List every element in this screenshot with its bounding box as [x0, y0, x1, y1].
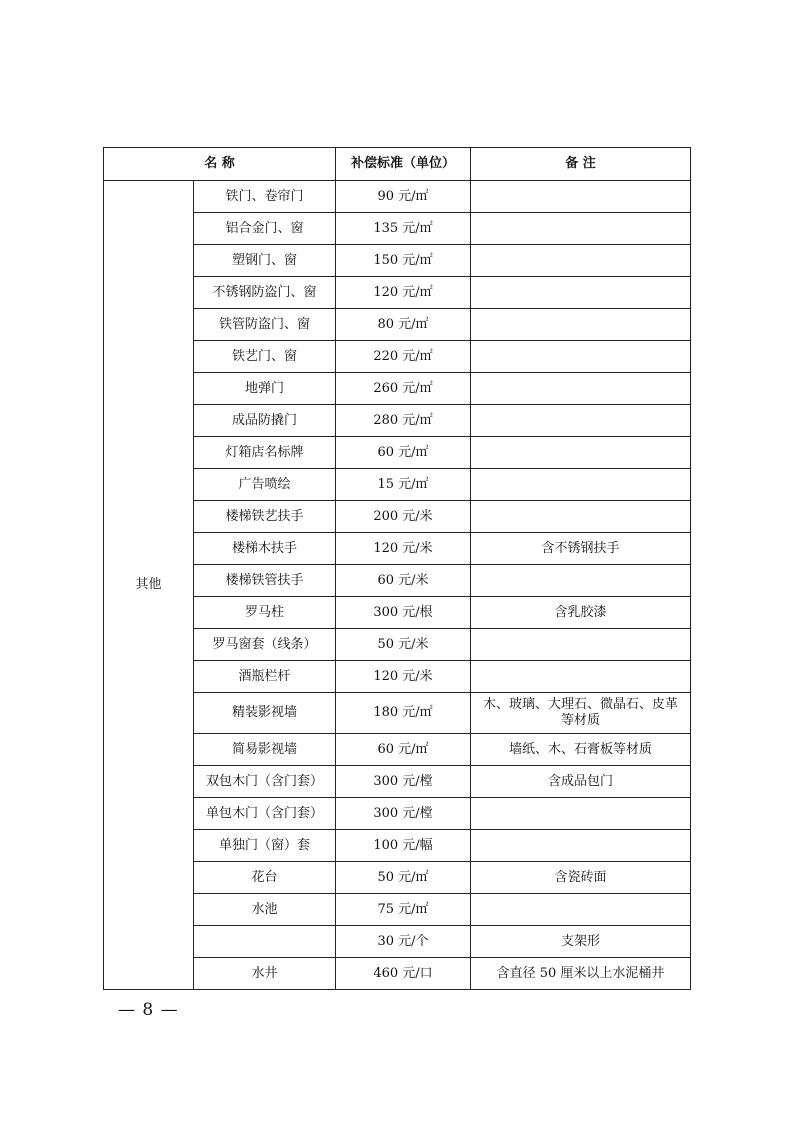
item-name: 铁门、卷帘门 — [194, 181, 336, 213]
item-standard: 15 元/㎡ — [336, 469, 471, 501]
item-remark — [471, 245, 691, 277]
item-name: 铁管防盗门、窗 — [194, 309, 336, 341]
item-name: 广告喷绘 — [194, 469, 336, 501]
item-remark — [471, 213, 691, 245]
item-remark — [471, 437, 691, 469]
item-name: 水池 — [194, 894, 336, 926]
item-name — [194, 926, 336, 958]
item-standard: 180 元/㎡ — [336, 693, 471, 734]
item-remark: 墙纸、木、石膏板等材质 — [471, 734, 691, 766]
item-standard: 30 元/个 — [336, 926, 471, 958]
item-name: 单独门（窗）套 — [194, 830, 336, 862]
item-standard: 80 元/㎡ — [336, 309, 471, 341]
table-header-row — [104, 148, 691, 181]
item-remark: 支架形 — [471, 926, 691, 958]
item-standard: 60 元/㎡ — [336, 437, 471, 469]
item-standard: 50 元/㎡ — [336, 862, 471, 894]
item-remark — [471, 341, 691, 373]
item-name: 双包木门（含门套） — [194, 766, 336, 798]
item-remark: 含不锈钢扶手 — [471, 533, 691, 565]
item-standard: 120 元/㎡ — [336, 277, 471, 309]
item-remark — [471, 798, 691, 830]
item-remark: 含直径 50 厘米以上水泥桶井 — [471, 958, 691, 990]
item-remark — [471, 565, 691, 597]
item-standard: 90 元/㎡ — [336, 181, 471, 213]
item-remark — [471, 501, 691, 533]
item-standard: 300 元/根 — [336, 597, 471, 629]
item-remark: 含瓷砖面 — [471, 862, 691, 894]
table-row — [104, 181, 691, 213]
item-name: 楼梯木扶手 — [194, 533, 336, 565]
item-standard: 260 元/㎡ — [336, 373, 471, 405]
item-remark: 含乳胶漆 — [471, 597, 691, 629]
item-remark — [471, 894, 691, 926]
item-standard: 460 元/口 — [336, 958, 471, 990]
item-name: 成品防撬门 — [194, 405, 336, 437]
header-remark: 备 注 — [471, 148, 691, 181]
item-name: 不锈钢防盗门、窗 — [194, 277, 336, 309]
item-name: 精装影视墙 — [194, 693, 336, 734]
item-standard: 120 元/米 — [336, 661, 471, 693]
item-remark — [471, 469, 691, 501]
item-name: 铁艺门、窗 — [194, 341, 336, 373]
item-standard: 135 元/㎡ — [336, 213, 471, 245]
item-name: 花台 — [194, 862, 336, 894]
item-remark — [471, 661, 691, 693]
item-standard: 300 元/樘 — [336, 766, 471, 798]
item-remark — [471, 309, 691, 341]
item-name: 地弹门 — [194, 373, 336, 405]
category-cell: 其他 — [104, 181, 194, 990]
item-name: 塑钢门、窗 — [194, 245, 336, 277]
header-standard: 补偿标准（单位） — [336, 148, 471, 181]
item-remark — [471, 405, 691, 437]
item-name: 水井 — [194, 958, 336, 990]
item-name: 楼梯铁管扶手 — [194, 565, 336, 597]
item-name: 灯箱店名标牌 — [194, 437, 336, 469]
item-standard: 60 元/米 — [336, 565, 471, 597]
item-remark — [471, 373, 691, 405]
item-standard: 60 元/㎡ — [336, 734, 471, 766]
item-name: 罗马窗套（线条） — [194, 629, 336, 661]
item-remark — [471, 830, 691, 862]
item-standard: 100 元/幅 — [336, 830, 471, 862]
item-standard: 50 元/米 — [336, 629, 471, 661]
table-body — [104, 181, 691, 990]
item-name: 铝合金门、窗 — [194, 213, 336, 245]
header-name: 名 称 — [104, 148, 336, 181]
item-standard: 150 元/㎡ — [336, 245, 471, 277]
item-standard: 220 元/㎡ — [336, 341, 471, 373]
item-standard: 120 元/米 — [336, 533, 471, 565]
item-name: 单包木门（含门套） — [194, 798, 336, 830]
page-number: — 8 — — [118, 1000, 179, 1020]
item-remark — [471, 277, 691, 309]
item-standard: 300 元/樘 — [336, 798, 471, 830]
item-remark: 含成品包门 — [471, 766, 691, 798]
item-remark — [471, 181, 691, 213]
item-standard: 200 元/米 — [336, 501, 471, 533]
item-name: 简易影视墙 — [194, 734, 336, 766]
compensation-table — [103, 147, 691, 990]
item-standard: 75 元/㎡ — [336, 894, 471, 926]
item-name: 酒瓶栏杆 — [194, 661, 336, 693]
item-name: 罗马柱 — [194, 597, 336, 629]
item-standard: 280 元/㎡ — [336, 405, 471, 437]
item-remark — [471, 629, 691, 661]
item-name: 楼梯铁艺扶手 — [194, 501, 336, 533]
item-remark: 木、玻璃、大理石、微晶石、皮革 等材质 — [471, 693, 691, 734]
